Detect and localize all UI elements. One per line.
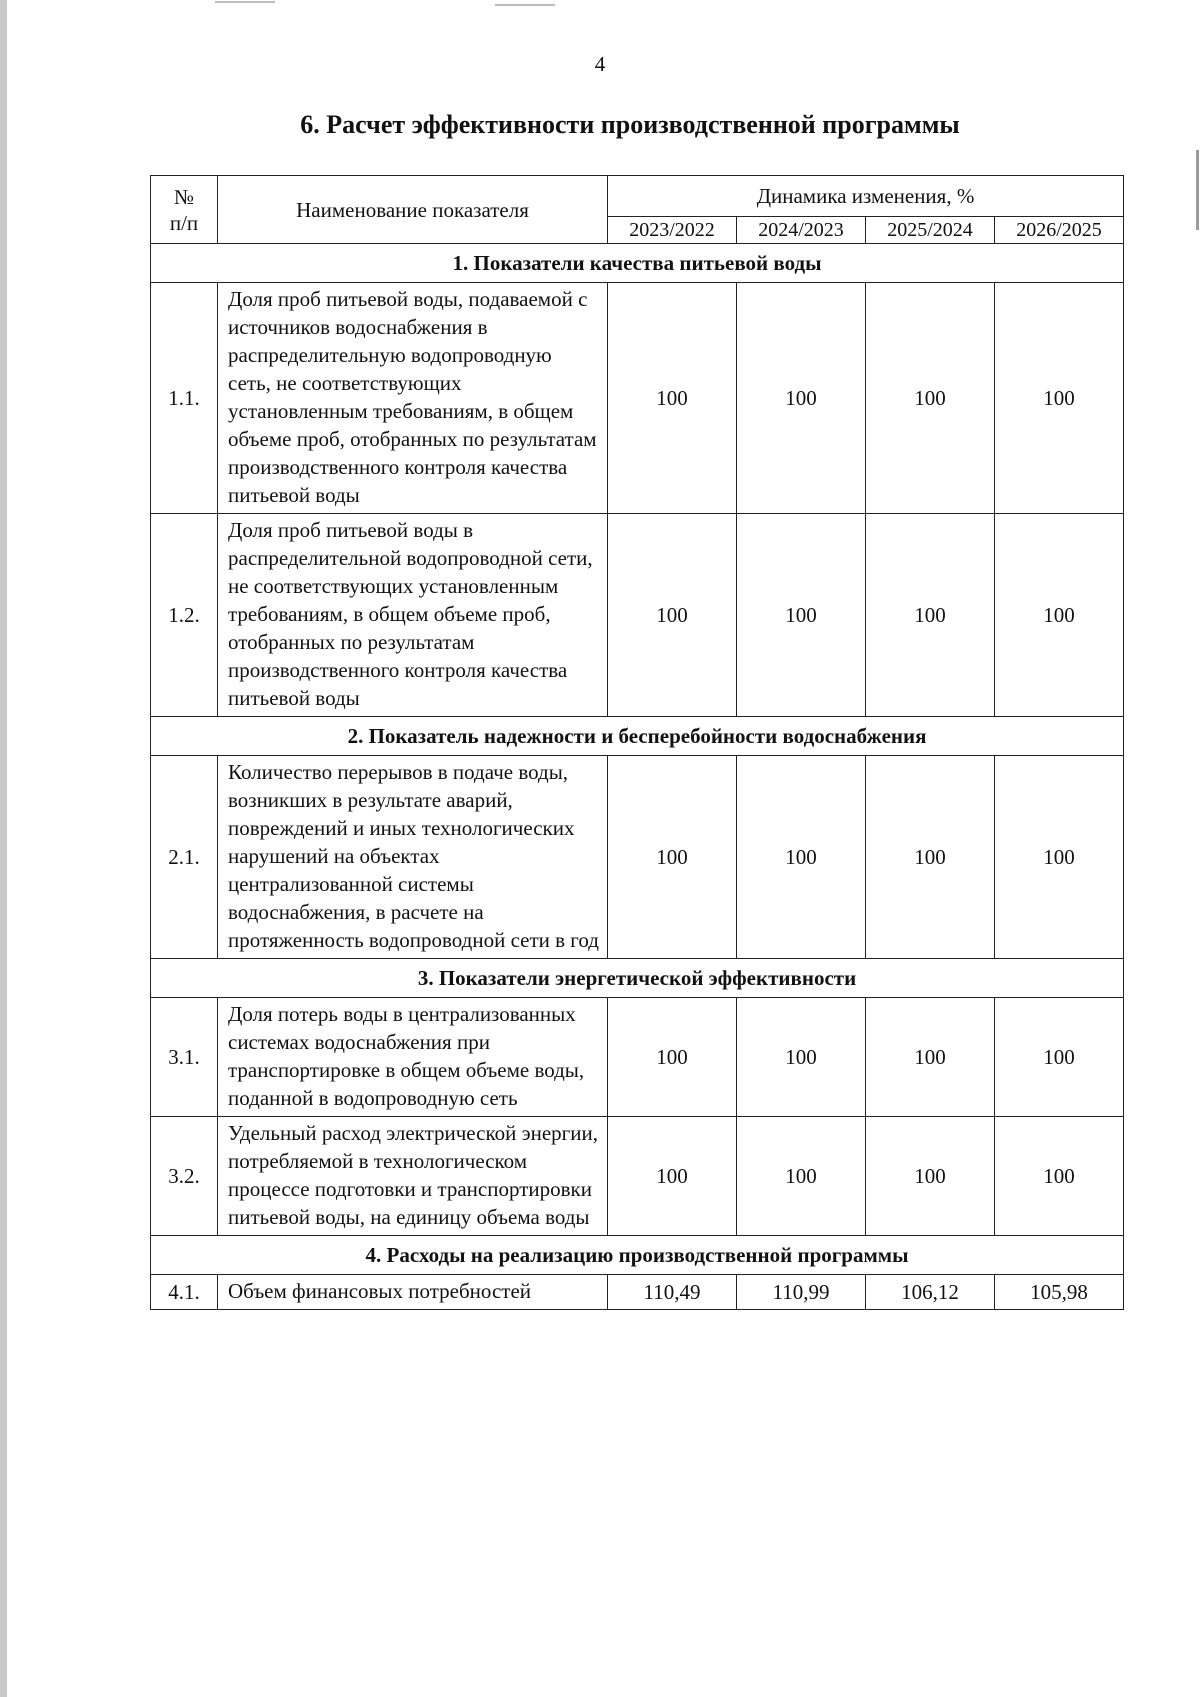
value-cell: 100 [995, 998, 1124, 1117]
table-row [151, 1117, 1124, 1236]
table-row [151, 283, 1124, 514]
scan-right-mark [1196, 150, 1199, 230]
section-row [151, 717, 1124, 756]
value-cell: 100 [608, 1117, 737, 1236]
header-number-label: № п/п [169, 184, 199, 235]
row-number: 1.1. [151, 283, 218, 514]
row-number: 1.2. [151, 514, 218, 717]
header-year: 2025/2024 [866, 217, 995, 244]
scan-speck [495, 4, 555, 6]
value-cell: 100 [737, 514, 866, 717]
header-number [151, 176, 218, 244]
value-cell: 110,49 [608, 1275, 737, 1310]
value-cell: 100 [866, 514, 995, 717]
value-cell: 100 [866, 1117, 995, 1236]
value-cell: 106,12 [866, 1275, 995, 1310]
value-cell: 100 [737, 1117, 866, 1236]
section-title: 3. Показатели энергетической эффективности [151, 959, 1124, 998]
section-title: 1. Показатели качества питьевой воды [151, 244, 1124, 283]
header-year: 2024/2023 [737, 217, 866, 244]
value-cell: 100 [995, 756, 1124, 959]
value-cell: 100 [995, 283, 1124, 514]
row-number: 3.2. [151, 1117, 218, 1236]
value-cell: 100 [608, 514, 737, 717]
value-cell: 100 [737, 756, 866, 959]
section-row [151, 244, 1124, 283]
document-title: 6. Расчет эффективности производственной программы [300, 110, 960, 139]
table-row [151, 756, 1124, 959]
section-title: 4. Расходы на реализацию производственной программы [151, 1236, 1124, 1275]
indicator-name: Доля потерь воды в централизованных системах водоснабжения при транспортировке в общем объеме воды, поданной в водопроводную сеть [218, 998, 608, 1117]
table-row [151, 998, 1124, 1117]
table-row [151, 1275, 1124, 1310]
row-number: 3.1. [151, 998, 218, 1117]
value-cell: 100 [866, 283, 995, 514]
value-cell: 105,98 [995, 1275, 1124, 1310]
section-row [151, 1236, 1124, 1275]
row-number: 2.1. [151, 756, 218, 959]
value-cell: 100 [737, 283, 866, 514]
value-cell: 100 [608, 283, 737, 514]
header-indicator-name: Наименование показателя [218, 176, 608, 244]
page-number: 4 [594, 52, 606, 76]
value-cell: 100 [866, 756, 995, 959]
value-cell: 100 [608, 998, 737, 1117]
scan-left-edge [0, 0, 7, 1697]
indicator-name: Удельный расход электрической энергии, потребляемой в технологическом процессе подготовки и транспортировки питьевой воды, на единицу объема воды [218, 1117, 608, 1236]
indicator-name: Доля проб питьевой воды, подаваемой с источников водоснабжения в распределительную водопроводную сеть, не соответствующих установленным требованиям, в общем объеме проб, отобранных по результатам производственного контроля качества питьевой воды [218, 283, 608, 514]
value-cell: 100 [995, 514, 1124, 717]
section-title: 2. Показатель надежности и бесперебойности водоснабжения [151, 717, 1124, 756]
value-cell: 100 [737, 998, 866, 1117]
header-dynamics: Динамика изменения, % [608, 176, 1124, 217]
scan-speck [215, 1, 275, 3]
row-number: 4.1. [151, 1275, 218, 1310]
indicator-name: Количество перерывов в подаче воды, возникших в результате аварий, повреждений и иных технологических нарушений на объектах централизованной системы водоснабжения, в расчете на протяженность водопроводной сети в год [218, 756, 608, 959]
indicator-name: Объем финансовых потребностей [218, 1275, 608, 1310]
value-cell: 110,99 [737, 1275, 866, 1310]
header-year: 2026/2025 [995, 217, 1124, 244]
indicator-name: Доля проб питьевой воды в распределительной водопроводной сети, не соответствующих установленным требованиям, в общем объеме проб, отобранных по результатам производственного контроля качества питьевой воды [218, 514, 608, 717]
header-year: 2023/2022 [608, 217, 737, 244]
section-row [151, 959, 1124, 998]
table-row [151, 514, 1124, 717]
value-cell: 100 [995, 1117, 1124, 1236]
value-cell: 100 [608, 756, 737, 959]
efficiency-table [150, 175, 1124, 1310]
value-cell: 100 [866, 998, 995, 1117]
header-row-1 [151, 176, 1124, 217]
